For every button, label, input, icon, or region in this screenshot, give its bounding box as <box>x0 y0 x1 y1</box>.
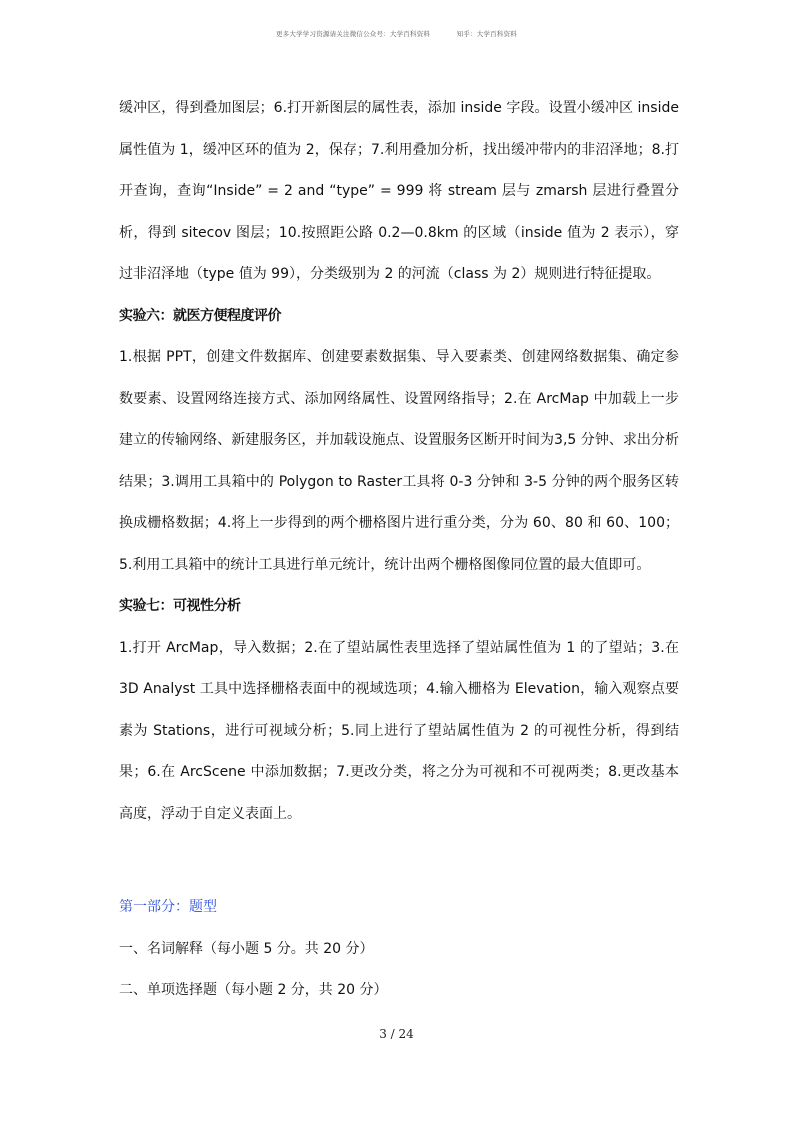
heading-experiment-7: 实验七：可视性分析 <box>119 598 241 614</box>
paragraph-experiment-6: 1.根据 PPT，创建文件数据库、创建要素数据集、导入要素类、创建网络数据集、确定参数要素、设置网络连接方式、添加网络属性、设置网络指导；2.在 ArcMap 中加载上一步建立的传输网络、新建服务区，并加载设施点、设置服务区断开时间为3,5 分钟、求出分析结果；3.调用工具箱中的 Polygon to Raster工具将 0-3 分钟和 3-5 分钟的两个服务区转换成栅格数据；4.将上一步得到的两个栅格图片进行重分类，分为 60、80 和 60、100；5.利用工具箱中的统计工具进行单元统计，统计出两个栅格图像同位置的最大值即可。 <box>119 349 679 573</box>
paragraph-experiment-5-continued: 缓冲区，得到叠加图层；6.打开新图层的属性表，添加 inside 字段。设置小缓冲区 inside 属性值为 1，缓冲区环的值为 2，保存；7.利用叠加分析，找出缓冲带内的非沼泽地；8.打开查询，查询“Inside” = 2 and “type” = 999 将 stream 层与 zmarsh 层进行叠置分析，得到 sitecov 图层；10.按照距公路 0.2—0.8km 的区域（inside 值为 2 表示），穿过非沼泽地（type 值为 99），分类级别为 2 的河流（class 为 2）规则进行特征提取。 <box>119 100 679 282</box>
header-wechat-text: 更多大学学习资源请关注微信公众号：大学百科资料 <box>276 30 431 38</box>
paragraph-experiment-7: 1.打开 ArcMap，导入数据；2.在了望站属性表里选择了望站属性值为 1 的了望站；3.在 3D Analyst 工具中选择栅格表面中的视域选项；4.输入栅格为 Elevation，输入观察点要素为 Stations，进行可视域分析；5.同上进行了望站属性值为 2 的可视性分析，得到结果；6.在 ArcScene 中添加数据；7.更改分类，将之分为可视和不可视两类；8.更改基本高度，浮动于自定义表面上。 <box>119 639 679 822</box>
heading-experiment-6: 实验六：就医方便程度评价 <box>119 307 281 324</box>
question-type-2: 二、单项选择题（每小题 2 分，共 20 分） <box>119 982 388 998</box>
part-one-title: 第一部分：题型 <box>119 899 217 915</box>
page-content <box>119 88 679 1012</box>
header-zhihu-text: 知乎：大学百科资料 <box>456 30 517 38</box>
question-type-1: 一、名词解释（每小题 5 分。共 20 分） <box>119 940 374 957</box>
page-number: 3 / 24 <box>379 1027 414 1041</box>
page-header <box>0 29 793 38</box>
